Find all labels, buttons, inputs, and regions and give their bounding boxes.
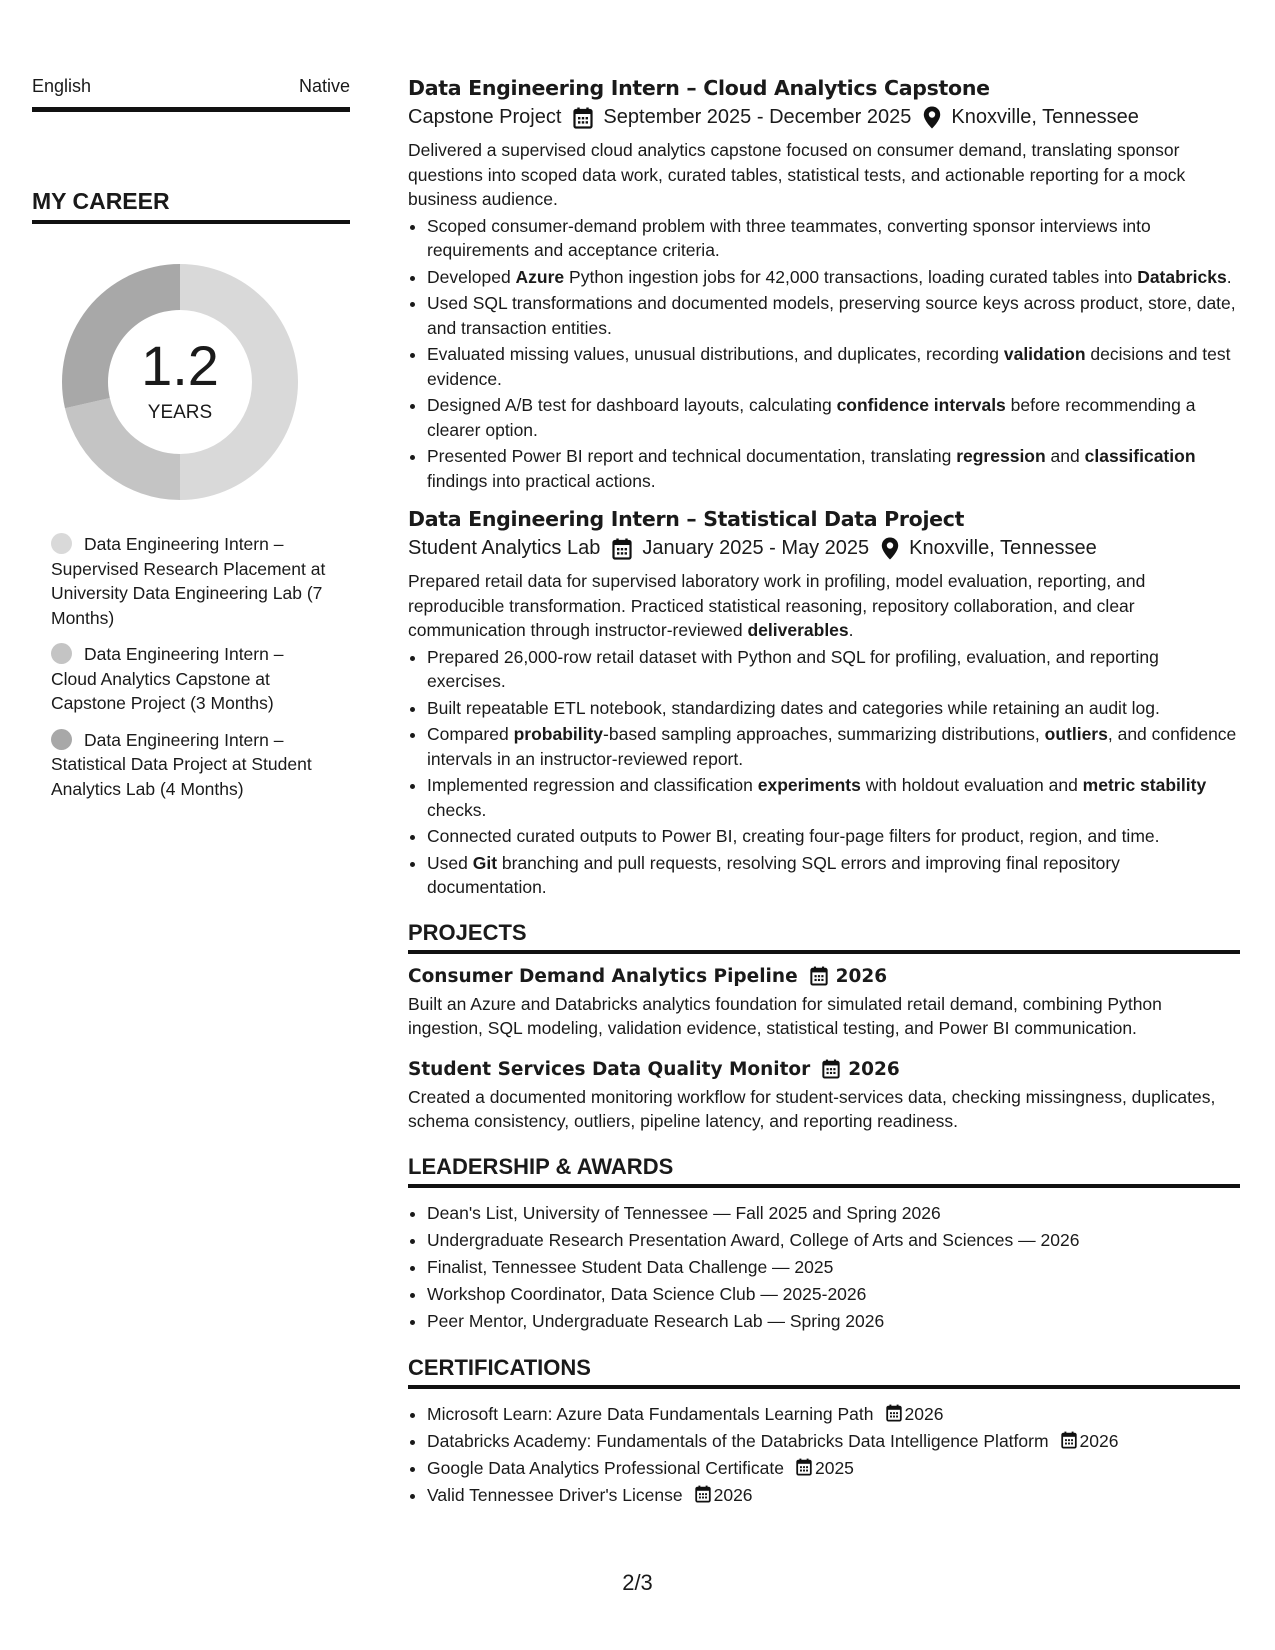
certification-item	[427, 1455, 1240, 1482]
bullet-item: • Used Git branching and pull requests, resolving SQL errors and improving final repository documentation.	[427, 851, 1240, 900]
projects-heading: PROJECTS	[408, 920, 1240, 954]
project-year: 2026	[848, 1058, 900, 1080]
project-description: Created a documented monitoring workflow for student-services data, checking missingness, duplicates, schema consistency, outliers, pipeline latency, and reporting readiness.	[408, 1086, 1216, 1131]
experience-entry	[408, 507, 1240, 900]
award-item: • Peer Mentor, Undergraduate Research Lab — Spring 2026	[427, 1308, 1240, 1335]
calendar-icon	[822, 1059, 840, 1079]
project-year: 2026	[835, 965, 888, 987]
project-title: Student Services Data Quality Monitor	[408, 1058, 811, 1080]
language-row	[32, 76, 350, 112]
calendar-icon	[796, 1458, 812, 1476]
certification-year: 2026	[713, 1484, 753, 1505]
calendar-icon	[810, 966, 828, 986]
bullet-item: • Prepared 26,000-row retail dataset with Python and SQL for profiling, evaluation, and reporting exercises.	[427, 645, 1240, 694]
bullet-item: • Connected curated outputs to Power BI, creating four-page filters for product, region, and time.	[427, 824, 1240, 849]
legend-label: Data Engineering Intern – Supervised Research Placement at University Data Engineering Lab (7 Months)	[51, 534, 326, 628]
job-title: Data Engineering Intern – Cloud Analytics Capstone	[408, 76, 990, 100]
certifications-heading: CERTIFICATIONS	[408, 1355, 1240, 1389]
job-title: Data Engineering Intern – Statistical Data Project	[408, 507, 965, 531]
project-title: Consumer Demand Analytics Pipeline	[408, 965, 798, 987]
certifications-list	[408, 1401, 1240, 1509]
legend-item	[51, 642, 331, 716]
calendar-icon	[612, 538, 632, 560]
award-item: • Finalist, Tennessee Student Data Challenge — 2025	[427, 1254, 1240, 1281]
project-entry	[408, 966, 1240, 1041]
career-legend	[51, 532, 331, 801]
career-donut-chart	[56, 258, 304, 506]
career-heading: MY CAREER	[32, 188, 350, 224]
bullet-item: • Implemented regression and classification experiments with holdout evaluation and metric stability checks.	[427, 773, 1240, 822]
job-meta	[408, 537, 1240, 560]
certifications-section	[408, 1355, 1240, 1509]
project-description: Built an Azure and Databricks analytics foundation for simulated retail demand, combining Python ingestion, SQL modeling, validation evidence, statistical testing, and Power BI communication.	[408, 993, 1162, 1038]
main-content	[408, 76, 1240, 1509]
legend-item	[51, 532, 331, 630]
bullet-item: • Developed Azure Python ingestion jobs for 42,000 transactions, loading curated tables into Databricks.	[427, 265, 1240, 290]
bullet-item: • Scoped consumer-demand problem with three teammates, converting sponsor interviews into requirements and acceptance criteria.	[427, 214, 1240, 263]
career-total-unit: YEARS	[147, 402, 213, 423]
job-dates: January 2025 - May 2025	[642, 537, 870, 559]
certification-name: Valid Tennessee Driver's License	[427, 1484, 683, 1505]
calendar-icon	[695, 1485, 711, 1503]
page-number: 2/3	[622, 1570, 653, 1595]
project-title-row	[408, 1059, 1240, 1080]
job-location: Knoxville, Tennessee	[951, 106, 1139, 128]
language-name: English	[32, 76, 92, 96]
certification-item	[427, 1428, 1240, 1455]
certification-item	[427, 1401, 1240, 1428]
map-pin-icon	[881, 537, 899, 560]
calendar-icon	[573, 107, 593, 129]
legend-dot-icon	[51, 643, 72, 664]
experience-entry	[408, 76, 1240, 493]
bullet-item: • Compared probability-based sampling approaches, summarizing distributions, outliers, and confidence intervals in an instructor-reviewed report.	[427, 722, 1240, 771]
certification-name: Microsoft Learn: Azure Data Fundamentals Learning Path	[427, 1403, 874, 1424]
award-item: • Undergraduate Research Presentation Award, College of Arts and Sciences — 2026	[427, 1227, 1240, 1254]
job-meta	[408, 106, 1240, 129]
job-dates: September 2025 - December 2025	[603, 106, 912, 128]
calendar-icon	[886, 1404, 902, 1422]
career-total-value: 1.2	[141, 334, 219, 397]
certification-year: 2026	[904, 1403, 944, 1424]
map-pin-icon	[923, 106, 941, 129]
job-organization: Capstone Project	[408, 106, 562, 128]
job-bullets	[408, 645, 1240, 900]
language-level: Native	[298, 76, 350, 96]
certification-item	[427, 1482, 1240, 1509]
job-description: Prepared retail data for supervised laboratory work in profiling, model evaluation, reporting, and reproducible transformation. Practiced statistical reasoning, repository collaboration, and clear communication through instructor-reviewed deliverables.	[408, 571, 1146, 640]
award-item: • Dean's List, University of Tennessee — Fall 2025 and Spring 2026	[427, 1200, 1240, 1227]
projects-section	[408, 920, 1240, 1134]
job-organization: Student Analytics Lab	[408, 537, 601, 559]
job-description: Delivered a supervised cloud analytics capstone focused on consumer demand, translating sponsor questions into scoped data work, curated tables, statistical tests, and actionable reporting for a mock business audience.	[408, 140, 1186, 209]
legend-label: Data Engineering Intern – Cloud Analytics Capstone at Capstone Project (3 Months)	[51, 644, 284, 713]
awards-list	[408, 1200, 1240, 1335]
job-bullets	[408, 214, 1240, 494]
bullet-item: • Presented Power BI report and technical documentation, translating regression and classification findings into practical actions.	[427, 444, 1240, 493]
certification-year: 2025	[814, 1457, 854, 1478]
bullet-item: • Evaluated missing values, unusual distributions, and duplicates, recording validation decisions and test evidence.	[427, 342, 1240, 391]
awards-heading: LEADERSHIP & AWARDS	[408, 1154, 1240, 1188]
legend-item	[51, 728, 331, 802]
job-location: Knoxville, Tennessee	[909, 537, 1097, 559]
bullet-item: • Designed A/B test for dashboard layouts, calculating confidence intervals before recommending a clearer option.	[427, 393, 1240, 442]
calendar-icon	[1061, 1431, 1077, 1449]
certification-name: Databricks Academy: Fundamentals of the Databricks Data Intelligence Platform	[427, 1430, 1049, 1451]
certification-year: 2026	[1079, 1430, 1119, 1451]
certification-name: Google Data Analytics Professional Certificate	[427, 1457, 784, 1478]
awards-section	[408, 1154, 1240, 1335]
legend-dot-icon	[51, 729, 72, 750]
sidebar	[32, 76, 350, 813]
bullet-item: • Built repeatable ETL notebook, standardizing dates and categories while retaining an audit log.	[427, 696, 1240, 721]
project-entry	[408, 1059, 1240, 1134]
legend-dot-icon	[51, 533, 72, 554]
legend-label: Data Engineering Intern – Statistical Data Project at Student Analytics Lab (4 Months)	[51, 729, 312, 799]
project-title-row	[408, 966, 1240, 987]
bullet-item: • Used SQL transformations and documented models, preserving source keys across product, store, date, and transaction entities.	[427, 291, 1240, 340]
award-item: • Workshop Coordinator, Data Science Club — 2025-2026	[427, 1281, 1240, 1308]
